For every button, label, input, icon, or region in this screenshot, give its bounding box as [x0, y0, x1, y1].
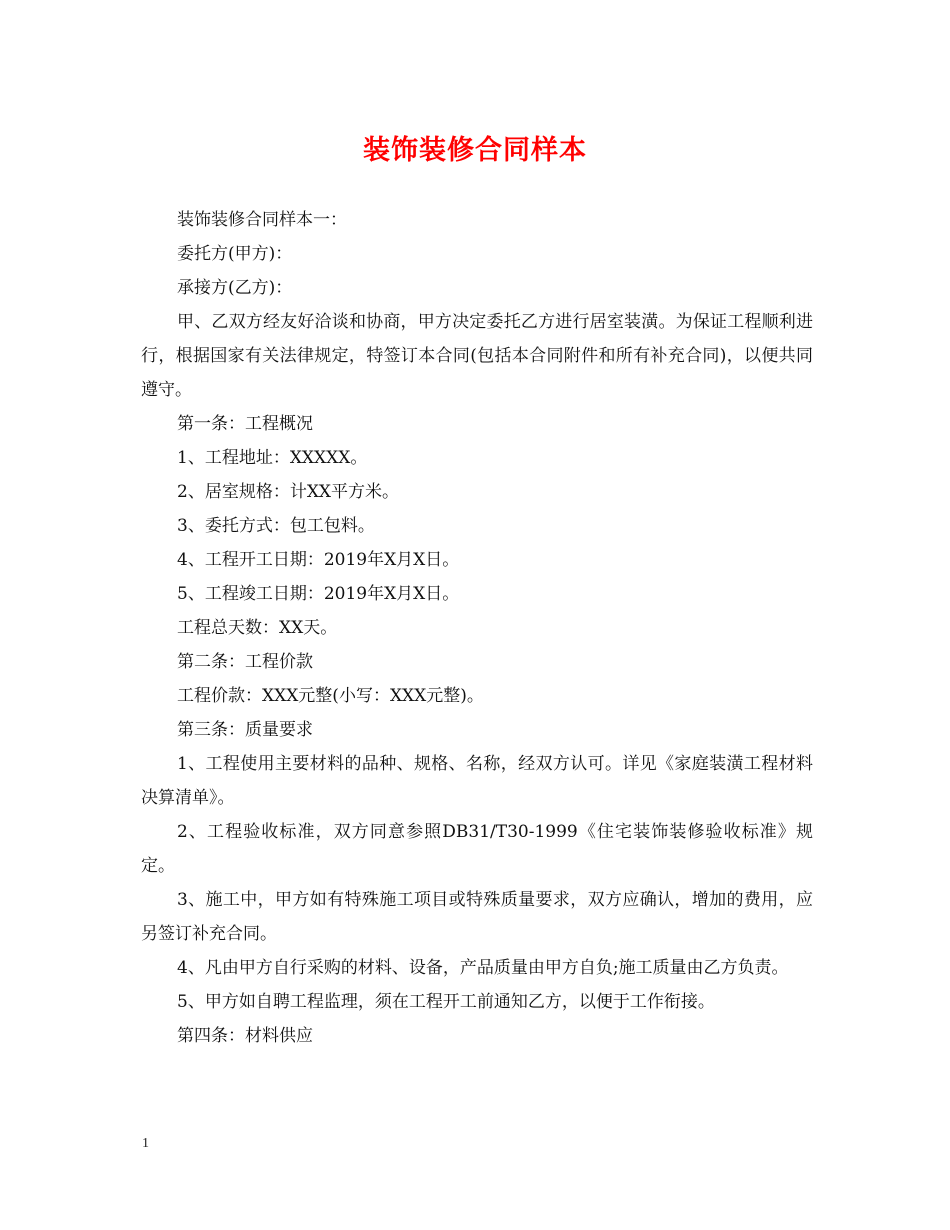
paragraph-17: 3、施工中，甲方如有特殊施工项目或特殊质量要求，双方应确认，增加的费用，应另签订补充合同。: [141, 890, 813, 944]
paragraph-13: 工程价款：XXX元整(小写：XXX元整)。: [177, 686, 484, 706]
paragraph-15: 1、工程使用主要材料的品种、规格、名称，经双方认可。详见《家庭装潢工程材料决算清单》。: [141, 754, 813, 808]
paragraph-6: 1、工程地址：XXXXX。: [177, 448, 368, 468]
paragraph-10: 5、工程竣工日期：2019年X月X日。: [177, 584, 460, 604]
paragraph-4: 甲、乙双方经友好洽谈和协商，甲方决定委托乙方进行居室装潢。为保证工程顺利进行，根据国家有关法律规定，特签订本合同(包括本合同附件和所有补充合同)，以便共同遵守。: [141, 312, 813, 400]
paragraph-19: 5、甲方如自聘工程监理，须在工程开工前通知乙方，以便于工作衔接。: [177, 992, 715, 1012]
paragraph-12: 第二条：工程价款: [177, 652, 313, 672]
document-title: 装饰装修合同样本: [363, 135, 587, 166]
paragraph-9: 4、工程开工日期：2019年X月X日。: [177, 550, 460, 570]
paragraph-16: 2、工程验收标准，双方同意参照DB31/T30-1999《住宅装饰装修验收标准》规定。: [141, 822, 813, 876]
paragraph-20: 第四条：材料供应: [177, 1026, 313, 1046]
paragraph-2: 委托方(甲方)：: [177, 244, 293, 264]
paragraph-3: 承接方(乙方)：: [177, 278, 293, 298]
paragraph-14: 第三条：质量要求: [177, 720, 313, 740]
paragraph-7: 2、居室规格：计XX平方米。: [177, 482, 400, 502]
paragraph-11: 工程总天数：XX天。: [177, 618, 338, 638]
paragraph-8: 3、委托方式：包工包料。: [177, 516, 375, 536]
paragraph-1: 装饰装修合同样本一：: [177, 210, 347, 230]
document-body: [141, 203, 813, 1053]
paragraph-18: 4、凡由甲方自行采购的材料、设备，产品质量由甲方自负;施工质量由乙方负责。: [177, 958, 789, 978]
page-number: 1: [142, 1136, 149, 1151]
paragraph-5: 第一条：工程概况: [177, 414, 313, 434]
